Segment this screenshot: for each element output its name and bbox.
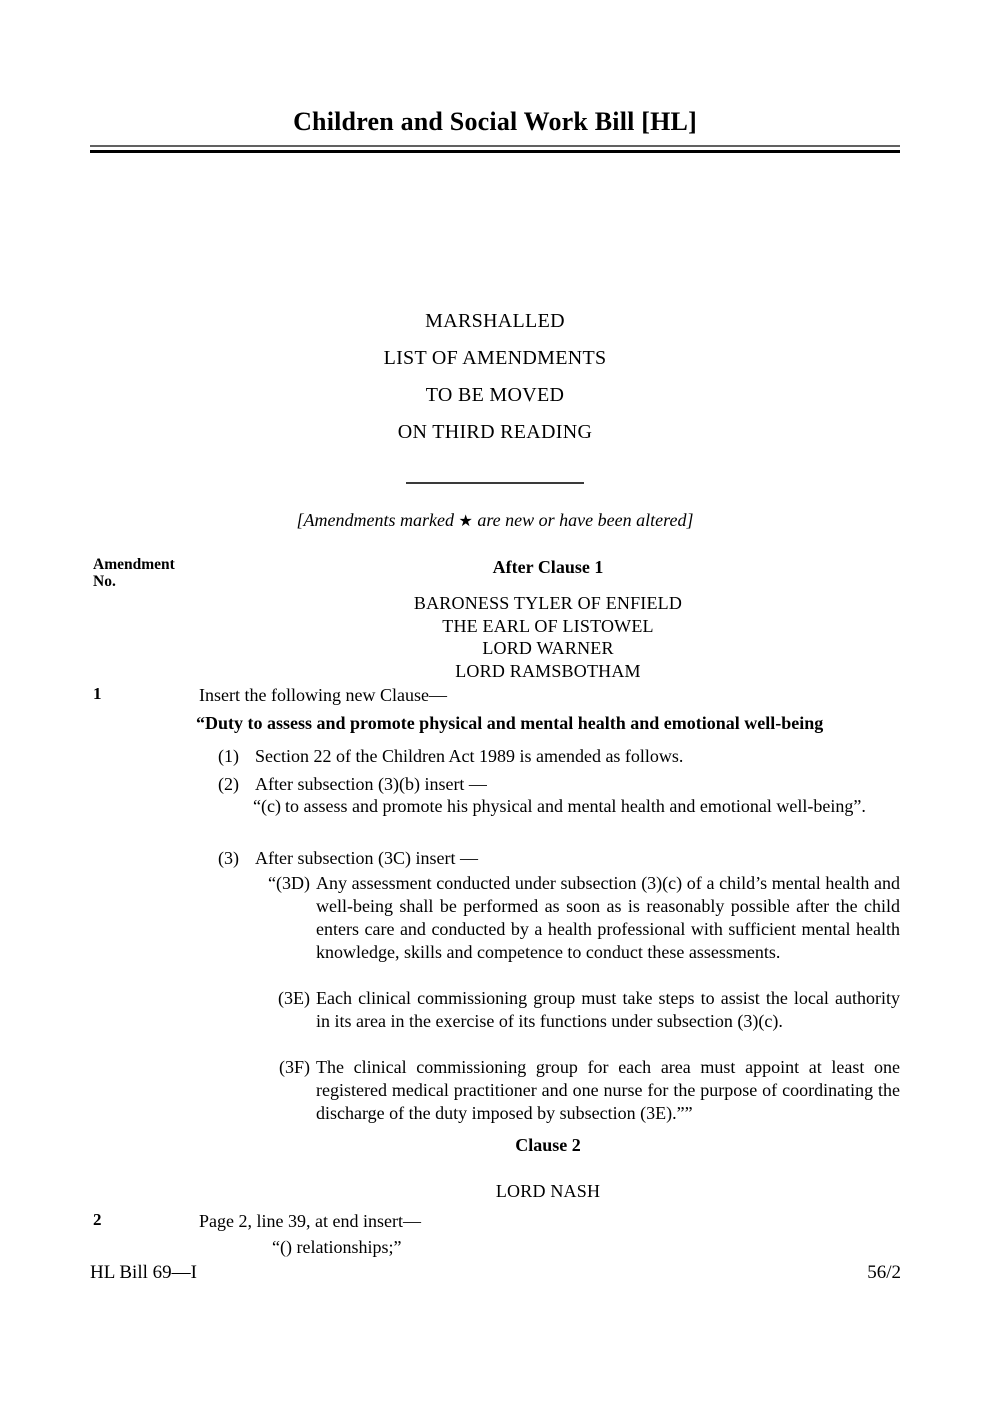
inserted-subsection-marker: “(3D): [268, 873, 310, 893]
subparagraph-marker: (2): [218, 774, 239, 794]
front-matter-line-on-third-reading: ON THIRD READING: [397, 421, 593, 443]
front-matter-line-list-of-amendments: LIST OF AMENDMENTS: [383, 347, 607, 369]
star-note: [90, 510, 900, 531]
sponsor-name: LORD WARNER: [482, 638, 614, 658]
inserted-subsection-marker: (3F): [279, 1057, 310, 1077]
footer-page-reference: 56/2: [867, 1262, 901, 1283]
front-matter-divider-rule: [406, 482, 584, 484]
star-note-suffix: are new or have been altered]: [472, 510, 694, 530]
sponsor-list-2: [196, 1180, 900, 1203]
sponsor-list-1: [196, 592, 900, 682]
footer-bill-reference: HL Bill 69—I: [90, 1262, 197, 1283]
subparagraph-1: [218, 745, 902, 768]
sponsor-name: THE EARL OF LISTOWEL: [442, 615, 654, 636]
amendment-1-lead-in: Insert the following new Clause—: [199, 685, 447, 705]
subparagraph-3: [218, 847, 902, 870]
section-heading-after-clause-1: After Clause 1: [492, 557, 604, 577]
inserted-subsection-text: The clinical commissioning group for each area must appoint at least one registered medical practitioner and one nurse for the purpose of coordinating the discharge of the duty imposed by subsection (3E).””: [316, 1057, 900, 1123]
star-note-prefix: [Amendments marked: [296, 510, 459, 530]
header-double-rule: [90, 145, 900, 153]
amendment-label-line-2: No.: [93, 573, 116, 590]
subparagraph-marker: (3): [218, 848, 239, 868]
header-rule-thick: [90, 150, 900, 153]
header-rule-thin: [90, 145, 900, 147]
inserted-subsection-text: Any assessment conducted under subsection (3)(c) of a child’s mental health and well-being shall be performed as soon as is reasonably possible after the child enters care and conducted by a health professional with sufficient mental health knowledge, skills and competence to conduct these assessments.: [316, 873, 900, 962]
inserted-subsection-3f: [279, 1056, 900, 1125]
sponsor-name: LORD RAMSBOTHAM: [455, 660, 641, 681]
inserted-subsection-3e: [278, 987, 900, 1033]
subparagraph-marker: (1): [218, 746, 239, 766]
inserted-paragraph-c: [253, 795, 900, 818]
subparagraph-text: Section 22 of the Children Act 1989 is amended as follows.: [255, 746, 684, 766]
sponsor-name: BARONESS TYLER OF ENFIELD: [413, 593, 683, 613]
amendment-number-column-label: [93, 556, 198, 590]
inserted-subsection-3d: [268, 872, 900, 964]
amendment-1-clause-title: “Duty to assess and promote physical and mental health and emotional well-being: [196, 713, 824, 733]
amendment-2-lead-in: Page 2, line 39, at end insert—: [199, 1211, 421, 1231]
sponsor-name: LORD NASH: [495, 1181, 601, 1201]
amendment-number-2: 2: [93, 1210, 102, 1229]
amendment-number-1: 1: [93, 684, 102, 703]
front-matter: [90, 303, 900, 484]
section-heading-clause-2: Clause 2: [515, 1135, 581, 1155]
subparagraph-text: After subsection (3)(b) insert —: [255, 774, 487, 794]
inserted-paragraph-marker: “(c): [253, 796, 281, 816]
front-matter-line-marshalled: MARSHALLED: [425, 310, 565, 332]
front-matter-line-to-be-moved: TO BE MOVED: [425, 384, 565, 406]
star-icon: ★: [458, 513, 473, 530]
amendment-2-quoted-insert: “() relationships;”: [272, 1237, 402, 1257]
subparagraph-2: [218, 773, 902, 796]
inserted-subsection-text: Each clinical commissioning group must take steps to assist the local authority in its area in the exercise of its functions under subsection (3)(c).: [316, 988, 900, 1031]
subparagraph-text: After subsection (3C) insert —: [255, 848, 478, 868]
amendment-label-line-1: Amendment: [93, 556, 175, 573]
page-title: Children and Social Work Bill [HL]: [293, 107, 697, 136]
inserted-subsection-marker: (3E): [278, 988, 310, 1008]
inserted-paragraph-text: to assess and promote his physical and mental health and emotional well-being”.: [285, 796, 866, 816]
